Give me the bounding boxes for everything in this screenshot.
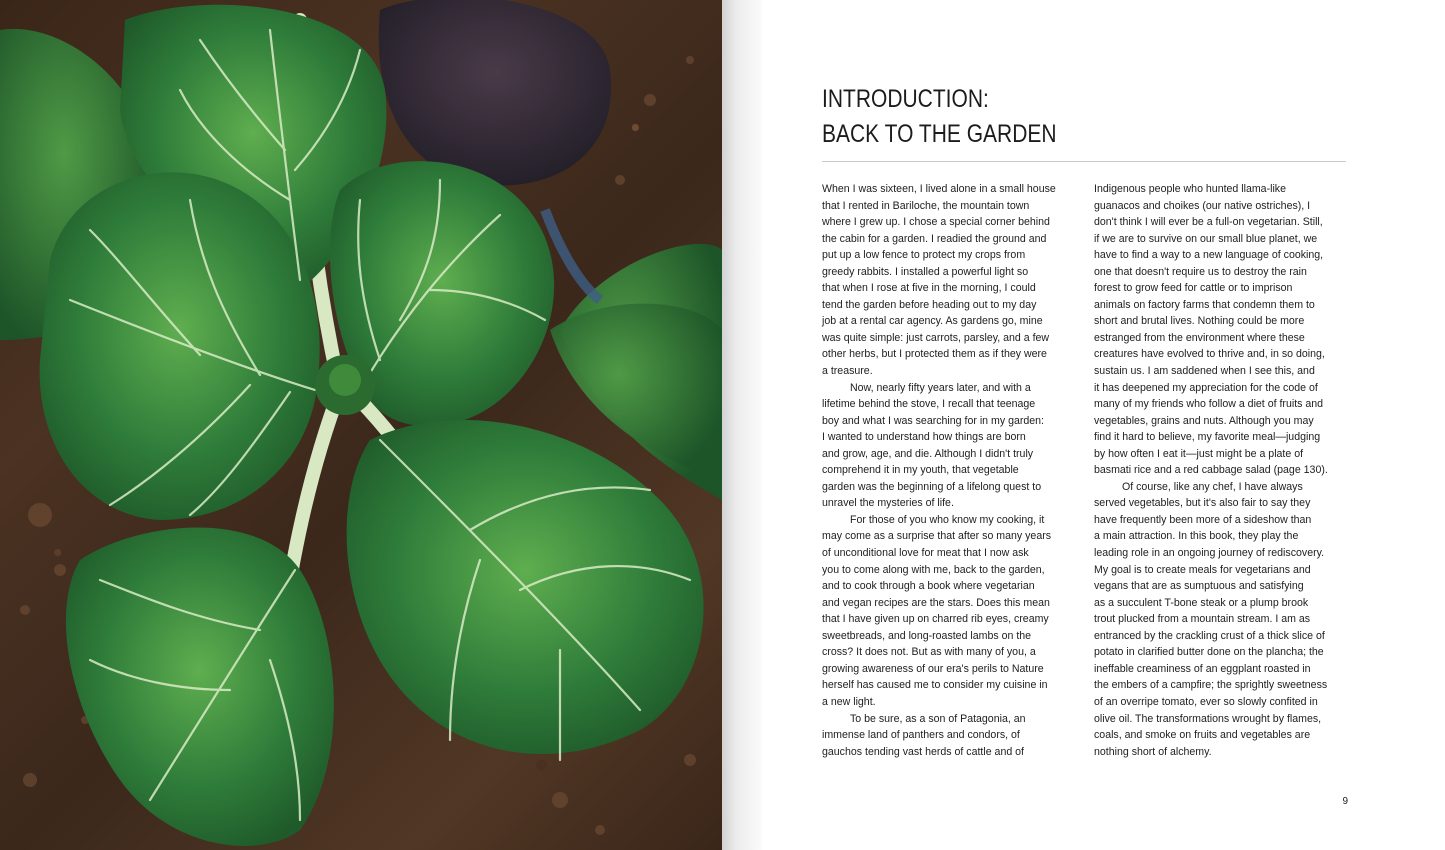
body-text-line: and vegan recipes are the stars. Does this mean: [822, 596, 1050, 609]
body-text-line: unravel the mysteries of life.: [822, 497, 954, 510]
body-text-line: of an overripe tomato, ever so slowly confited in: [1094, 695, 1318, 708]
body-text-line: have frequently been more of a sideshow than: [1094, 513, 1312, 526]
page-number: 9: [1342, 796, 1348, 807]
body-text-line: and grow, age, and die. Although I didn't truly: [822, 447, 1034, 460]
body-text-line: trout plucked from a mountain stream. I am as: [1094, 613, 1311, 626]
body-text-line: that I rented in Bariloche, the mountain town: [822, 199, 1030, 212]
garden-photo: [0, 0, 722, 850]
body-text-line: a new light.: [822, 695, 876, 708]
body-text-line: growing awareness of our era's perils to Nature: [822, 662, 1044, 675]
title-divider: [822, 161, 1346, 162]
body-text-line: vegetables, grains and nuts. Although you may: [1094, 414, 1314, 427]
body-text-line: if we are to survive on our small blue planet, we: [1094, 232, 1318, 245]
body-text-line: Indigenous people who hunted llama-like: [1094, 183, 1286, 195]
body-text-line: other herbs, but I protected them as if they were: [822, 348, 1047, 361]
body-text-line: job at a rental car agency. As gardens go, mine: [822, 315, 1043, 328]
body-text-line: basmati rice and a red cabbage salad (page 130).: [1094, 464, 1328, 477]
body-text-line: boy and what I was searching for in my garden:: [822, 414, 1044, 427]
body-text-line: may come as a surprise that after so many years: [822, 530, 1052, 543]
body-text-line: have to find a way to a new language of cooking,: [1094, 249, 1324, 262]
left-leaf: [40, 172, 320, 520]
chapter-title: [822, 82, 1292, 152]
body-text-line: served vegetables, but it's also fair to say they: [1094, 497, 1311, 510]
body-text-line: olive oil. The transformations wrought by flames,: [1094, 712, 1322, 725]
body-text-line: don't think I will ever be a full-on vegetarian. Still,: [1094, 216, 1323, 229]
body-text-line: by how often I eat it—just might be a plate of: [1094, 447, 1304, 460]
body-text-line: Of course, like any chef, I have always: [1122, 480, 1303, 493]
body-text-line: Now, nearly fifty years later, and with a: [850, 381, 1031, 394]
body-text-line: sweetbreads, and long-roasted lambs on the: [822, 629, 1032, 642]
body-text-line: leading role in an ongoing journey of rediscovery.: [1094, 547, 1325, 560]
body-text-line: entranced by the crackling crust of a thick slice of: [1094, 629, 1325, 642]
body-text-line: When I was sixteen, I lived alone in a small house: [822, 183, 1056, 195]
body-text-line: it has deepened my appreciation for the code of: [1094, 381, 1318, 394]
body-text-line: I wanted to understand how things are born: [822, 431, 1026, 444]
purple-leaf: [379, 0, 611, 185]
body-text-line: potato in clarified butter done on the plancha; the: [1094, 646, 1324, 659]
body-text-line: greedy rabbits. I installed a powerful light so: [822, 265, 1029, 278]
body-text-line: one that doesn't require us to destroy the rain: [1094, 265, 1307, 278]
body-text-line: was quite simple: just carrots, parsley, and a few: [822, 331, 1050, 344]
body-text-line: nothing short of alchemy.: [1094, 745, 1212, 758]
body-text-line: that I have given up on charred rib eyes, creamy: [822, 613, 1049, 626]
body-text-line: immense land of panthers and condors, of: [822, 729, 1020, 742]
body-column-left: [822, 181, 1074, 760]
body-text-line: lifetime behind the stove, I recall that teenage: [822, 398, 1036, 411]
body-text-line: tend the garden before heading out to my day: [822, 298, 1037, 311]
body-column-right: [1094, 181, 1346, 760]
body-text-line: coals, and smoke on fruits and vegetables are: [1094, 729, 1311, 742]
body-text-line: To be sure, as a son of Patagonia, an: [850, 712, 1026, 725]
body-text-line: cross? It does not. But as with many of you, a: [822, 646, 1036, 659]
body-text-line: animals on factory farms that condemn them to: [1094, 298, 1315, 311]
body-text-line: that when I rose at five in the morning, I could: [822, 282, 1036, 295]
body-text-line: guanacos and choikes (our native ostriches), I: [1094, 199, 1311, 212]
body-text-line: many of my friends who follow a diet of fruits and: [1094, 398, 1324, 411]
body-text-line: you to come along with me, back to the garden,: [822, 563, 1045, 576]
body-text-line: put up a low fence to protect my crops from: [822, 249, 1026, 262]
body-text-line: of unconditional love for meat that I now ask: [822, 547, 1029, 560]
chapter-title-line-1: INTRODUCTION:: [822, 85, 989, 113]
lower-left-leaf: [66, 528, 334, 846]
body-text-line: forest to grow feed for cattle or to imprison: [1094, 282, 1293, 295]
body-text-line: comprehend it in my youth, that vegetable: [822, 464, 1019, 477]
body-text-line: where I grew up. I chose a special corner behind: [822, 216, 1050, 229]
body-text-line: sustain us. I am saddened when I see this, and: [1094, 365, 1315, 378]
body-text-line: find it hard to believe, my favorite meal—judging: [1094, 431, 1321, 444]
text-page: [722, 0, 1445, 850]
body-text-line: estranged from the environment where these: [1094, 331, 1305, 344]
body-text-line: My goal is to create meals for vegetarians and: [1094, 563, 1311, 576]
body-text-line: herself has caused me to consider my cuisine in: [822, 679, 1048, 692]
body-text-line: as a succulent T-bone steak or a plump brook: [1094, 596, 1309, 609]
body-text-line: a main attraction. In this book, they play the: [1094, 530, 1299, 543]
body-text-line: the cabin for a garden. I readied the ground and: [822, 232, 1047, 245]
body-text-line: the embers of a campfire; the sprightly sweetness: [1094, 679, 1328, 692]
body-text-line: short and brutal lives. Nothing could be more: [1094, 315, 1305, 328]
body-text-line: creatures have evolved to thrive and, in so doing,: [1094, 348, 1325, 361]
body-text-line: gauchos tending vast herds of cattle and of: [822, 745, 1025, 758]
seedling-illustration: [0, 0, 722, 850]
body-text-line: and to cook through a book where vegetarian: [822, 580, 1035, 593]
body-text-line: garden was the beginning of a lifelong quest to: [822, 480, 1042, 493]
body-text-line: For those of you who know my cooking, it: [850, 513, 1045, 526]
body-text-line: ineffable creaminess of an eggplant roasted in: [1094, 662, 1311, 675]
body-text-line: vegans that are as sumptuous and satisfying: [1094, 580, 1304, 593]
body-text-line: a treasure.: [822, 365, 873, 378]
chapter-title-line-2: BACK TO THE GARDEN: [822, 120, 1057, 148]
